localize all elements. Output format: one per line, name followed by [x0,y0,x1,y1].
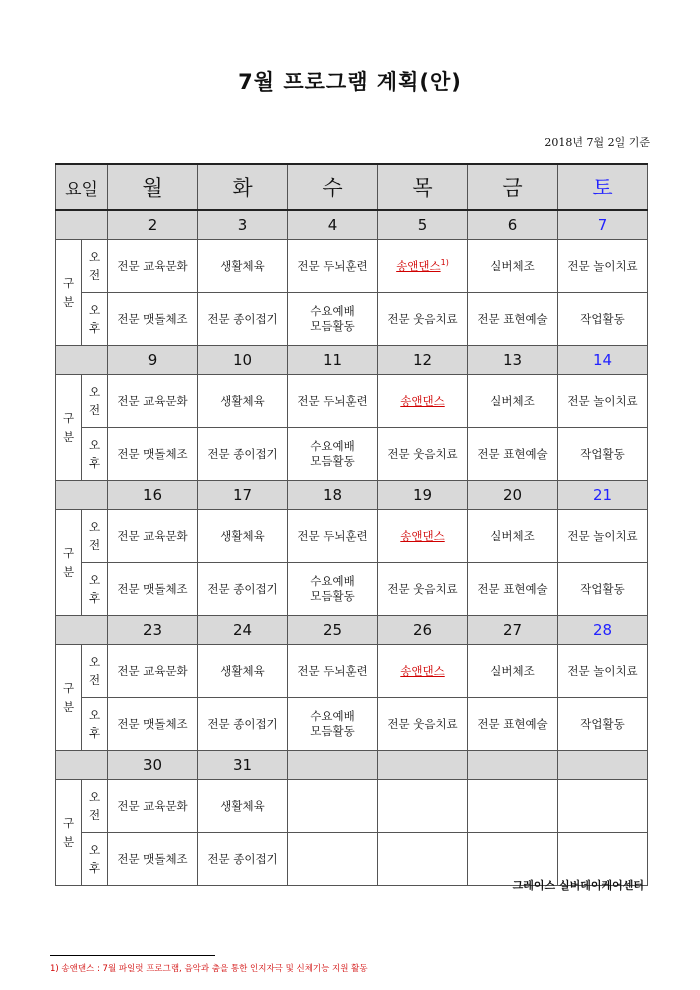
program-name: 생활체육 [220,393,265,408]
program-cell [468,563,558,616]
gubun-label [56,510,82,616]
program-name: 전문 표현예술 [477,716,548,731]
program-cell [108,698,198,751]
program-cell [198,240,288,293]
program-name: 전문 놀이치료 [567,663,638,678]
program-cell [558,645,648,698]
date-cell: 23 [108,616,198,645]
program-name: 작업활동 [580,581,625,596]
program-name: 전문 두뇌훈련 [297,528,368,543]
program-name: 전문 종이접기 [207,446,278,461]
program-name: 전문 놀이치료 [567,393,638,408]
date-cell: 27 [468,616,558,645]
date-cell [468,751,558,780]
program-cell [378,563,468,616]
morning-label [82,780,108,833]
program-cell [288,698,378,751]
date-row [56,346,648,375]
gubun-text: 구 분 [62,815,75,849]
date-cell: 6 [468,210,558,240]
date-cell: 25 [288,616,378,645]
date-cell: 17 [198,481,288,510]
program-cell [198,563,288,616]
program-name: 송앤댄스 [400,663,445,678]
program-cell [108,780,198,833]
date-row-spacer [56,210,108,240]
program-name: 전문 웃음치료 [387,716,458,731]
program-cell [198,833,288,886]
program-name: 전문 표현예술 [477,581,548,596]
afternoon-label [82,563,108,616]
gubun-label [56,645,82,751]
date-cell [558,751,648,780]
date-cell: 16 [108,481,198,510]
program-cell [288,563,378,616]
period-text: 오 후 [88,843,101,875]
program-cell [558,698,648,751]
program-cell [198,645,288,698]
date-cell: 10 [198,346,288,375]
date-cell: 12 [378,346,468,375]
weekday-header: 토 [558,164,648,210]
program-cell [288,780,378,833]
date-cell: 2 [108,210,198,240]
program-name: 전문 교육문화 [117,798,188,813]
weekday-header: 화 [198,164,288,210]
footnote: 1) 송앤댄스 : 7월 파일럿 프로그램, 음악과 춤을 통한 인지자극 및 신체기능 지원 활동 [50,964,368,974]
date-row [56,751,648,780]
program-name: 실버체조 [490,663,535,678]
gubun-label [56,240,82,346]
schedule-table [55,163,648,886]
program-name: 실버체조 [490,528,535,543]
date-row-spacer [56,481,108,510]
date-cell: 5 [378,210,468,240]
program-cell [468,293,558,346]
morning-label [82,510,108,563]
program-name: 실버체조 [490,393,535,408]
program-cell [108,240,198,293]
weekday-header: 수 [288,164,378,210]
program-cell [288,510,378,563]
program-name: 수요예배 모듬활동 [310,439,355,468]
program-cell [378,293,468,346]
gubun-text: 구 분 [62,275,75,309]
program-cell [378,510,468,563]
program-name: 전문 표현예술 [477,311,548,326]
program-cell [288,428,378,481]
program-name: 전문 종이접기 [207,311,278,326]
weekday-header: 금 [468,164,558,210]
program-name: 전문 두뇌훈련 [297,258,368,273]
program-cell [468,510,558,563]
date-cell [288,751,378,780]
morning-row [56,375,648,428]
gubun-text: 구 분 [62,410,75,444]
program-cell [288,833,378,886]
gubun-label [56,375,82,481]
gubun-text: 구 분 [62,545,75,579]
period-text: 오 후 [88,438,101,470]
date-cell [378,751,468,780]
program-name: 전문 종이접기 [207,716,278,731]
period-text: 오 전 [88,385,101,417]
program-cell [468,428,558,481]
date-row [56,481,648,510]
afternoon-label [82,833,108,886]
program-name: 실버체조 [490,258,535,273]
period-text: 오 후 [88,573,101,605]
weekday-header: 목 [378,164,468,210]
program-name: 송앤댄스 [396,258,441,273]
program-cell [558,510,648,563]
period-text: 오 전 [88,520,101,552]
morning-row [56,645,648,698]
date-cell: 20 [468,481,558,510]
date-cell: 19 [378,481,468,510]
date-cell: 18 [288,481,378,510]
afternoon-row [56,698,648,751]
period-text: 오 후 [88,303,101,335]
program-cell [108,510,198,563]
date-cell: 26 [378,616,468,645]
program-name: 전문 웃음치료 [387,446,458,461]
afternoon-row [56,293,648,346]
date-cell: 9 [108,346,198,375]
period-text: 오 후 [88,708,101,740]
program-cell [378,698,468,751]
program-name: 전문 두뇌훈련 [297,393,368,408]
period-text: 오 전 [88,250,101,282]
program-cell [558,375,648,428]
program-cell [198,780,288,833]
program-name: 전문 맷돌체조 [117,581,188,596]
program-cell [288,240,378,293]
program-cell [558,293,648,346]
center-name: 그레이스 실버데이케어센터 [512,879,644,892]
program-cell [468,375,558,428]
morning-label [82,375,108,428]
program-cell [378,428,468,481]
program-cell [108,375,198,428]
program-name: 전문 놀이치료 [567,528,638,543]
program-cell [468,698,558,751]
program-name: 전문 표현예술 [477,446,548,461]
program-name: 생활체육 [220,258,265,273]
weekday-corner-label: 요일 [56,164,108,210]
program-cell [378,375,468,428]
program-name: 수요예배 모듬활동 [310,574,355,603]
page-title: 7월 프로그램 계획(안) [238,70,462,94]
date-cell: 11 [288,346,378,375]
gubun-label [56,780,82,886]
program-cell [378,833,468,886]
program-name: 생활체육 [220,798,265,813]
program-name: 전문 맷돌체조 [117,446,188,461]
program-name: 전문 두뇌훈련 [297,663,368,678]
program-name: 전문 웃음치료 [387,581,458,596]
date-row [56,210,648,240]
morning-label [82,240,108,293]
program-cell [108,833,198,886]
program-cell [558,780,648,833]
program-cell [378,240,468,293]
afternoon-row [56,428,648,481]
date-cell: 30 [108,751,198,780]
program-name: 작업활동 [580,311,625,326]
program-name: 전문 맷돌체조 [117,716,188,731]
afternoon-label [82,293,108,346]
basis-date: 2018년 7월 2일 기준 [544,136,650,149]
program-name: 전문 교육문화 [117,663,188,678]
program-name: 수요예배 모듬활동 [310,709,355,738]
program-cell [288,293,378,346]
program-name: 전문 교육문화 [117,393,188,408]
program-name: 송앤댄스 [400,528,445,543]
date-row [56,616,648,645]
footnote-marker: 1) [440,258,449,268]
morning-label [82,645,108,698]
weekday-header-row [56,164,648,210]
program-cell [558,240,648,293]
morning-row [56,510,648,563]
program-cell [558,428,648,481]
program-name: 전문 놀이치료 [567,258,638,273]
period-text: 오 전 [88,790,101,822]
program-cell [198,293,288,346]
date-cell: 21 [558,481,648,510]
program-cell [198,375,288,428]
program-name: 전문 종이접기 [207,851,278,866]
morning-row [56,780,648,833]
program-name: 전문 맷돌체조 [117,311,188,326]
date-cell: 7 [558,210,648,240]
program-name: 생활체육 [220,528,265,543]
date-row-spacer [56,346,108,375]
weekday-header: 월 [108,164,198,210]
program-cell [558,563,648,616]
program-name: 송앤댄스 [400,393,445,408]
date-cell: 3 [198,210,288,240]
program-cell [378,645,468,698]
program-name: 작업활동 [580,716,625,731]
gubun-text: 구 분 [62,680,75,714]
date-cell: 24 [198,616,288,645]
program-cell [378,780,468,833]
program-cell [108,428,198,481]
program-cell [198,428,288,481]
date-row-spacer [56,751,108,780]
date-row-spacer [56,616,108,645]
program-name: 전문 웃음치료 [387,311,458,326]
program-name: 전문 맷돌체조 [117,851,188,866]
program-cell [198,510,288,563]
program-cell [468,780,558,833]
program-cell [288,645,378,698]
program-name: 작업활동 [580,446,625,461]
program-name: 전문 교육문화 [117,258,188,273]
program-cell [288,375,378,428]
program-name: 전문 교육문화 [117,528,188,543]
afternoon-row [56,563,648,616]
date-cell: 13 [468,346,558,375]
date-cell: 31 [198,751,288,780]
afternoon-label [82,698,108,751]
program-cell [198,698,288,751]
date-cell: 14 [558,346,648,375]
afternoon-label [82,428,108,481]
program-cell [108,293,198,346]
date-cell: 4 [288,210,378,240]
program-name: 수요예배 모듬활동 [310,304,355,333]
program-cell [468,645,558,698]
program-cell [468,240,558,293]
program-cell [108,645,198,698]
footnote-divider [50,955,215,956]
program-name: 전문 종이접기 [207,581,278,596]
morning-row [56,240,648,293]
period-text: 오 전 [88,655,101,687]
program-cell [108,563,198,616]
program-name: 생활체육 [220,663,265,678]
date-cell: 28 [558,616,648,645]
